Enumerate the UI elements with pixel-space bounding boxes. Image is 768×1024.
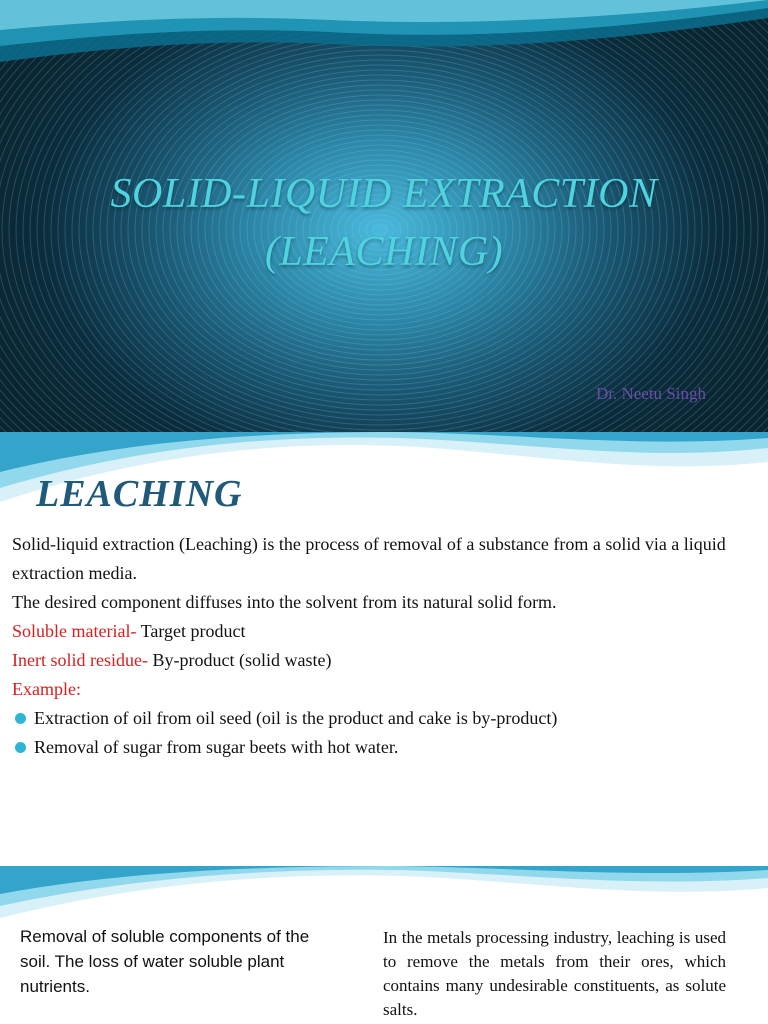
title-line-1: SOLID-LIQUID EXTRACTION bbox=[110, 171, 658, 217]
soluble-material-value: Target product bbox=[136, 621, 246, 641]
soluble-material-label: Soluble material- bbox=[12, 621, 137, 641]
metals-leaching-text: In the metals processing industry, leaching is used to remove the metals from their ores, which contains many undesirable constituents, as solute salts. bbox=[383, 928, 726, 1019]
title-line-2: (LEACHING) bbox=[264, 229, 504, 275]
author-name: Dr. Neetu Singh bbox=[595, 384, 706, 403]
slide-body bbox=[12, 530, 752, 762]
inert-residue-value: By-product (solid waste) bbox=[147, 650, 332, 670]
title-slide bbox=[0, 0, 768, 432]
inert-residue-label: Inert solid residue- bbox=[12, 650, 148, 670]
bullet-text: Removal of sugar from sugar beets with hot water. bbox=[34, 737, 399, 757]
example-label: Example: bbox=[12, 679, 81, 699]
list-item bbox=[12, 704, 752, 733]
bullet-dot-icon bbox=[15, 742, 26, 753]
slide-heading: LEACHING bbox=[36, 473, 243, 515]
leaching-slide bbox=[0, 432, 768, 839]
list-item bbox=[12, 733, 752, 762]
soil-leaching-text: Removal of soluble components of the soil. The loss of water soluble plant nutrients. bbox=[20, 927, 310, 996]
inert-residue-line bbox=[12, 646, 752, 675]
slide-wave-decoration bbox=[0, 866, 768, 926]
bullet-text: Extraction of oil from oil seed (oil is the product and cake is by-product) bbox=[34, 708, 558, 728]
top-wave-decoration bbox=[0, 0, 768, 70]
bullet-dot-icon bbox=[15, 713, 26, 724]
applications-slide bbox=[0, 866, 768, 1024]
soluble-material-line bbox=[12, 617, 752, 646]
diffusion-paragraph: The desired component diffuses into the solvent from its natural solid form. bbox=[12, 592, 557, 612]
definition-paragraph: Solid-liquid extraction (Leaching) is the process of removal of a substance from a solid via a liquid extraction media. bbox=[12, 534, 726, 583]
